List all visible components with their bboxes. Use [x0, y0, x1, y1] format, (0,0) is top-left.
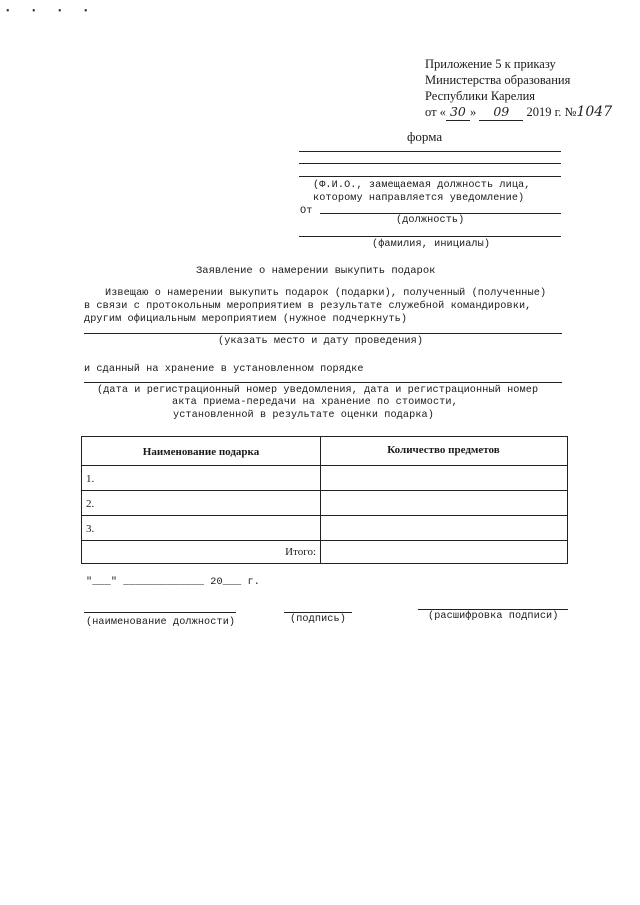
header-line-1: Приложение 5 к приказу — [425, 57, 556, 71]
body-line-3: другим официальным мероприятием (нужное подчеркнуть) — [84, 314, 408, 325]
storage-text: и сданный на хранение в установленном порядке — [84, 364, 364, 375]
body-line-2: в связи с протокольным мероприятием в результате служебной командировки, — [84, 301, 532, 312]
body-line-1: Извещаю о намерении выкупить подарок (подарки), полученный (полученные) — [105, 288, 547, 299]
header-line-2: Министерства образования — [425, 73, 571, 87]
decode-sign-line — [418, 609, 568, 610]
gift-table — [81, 436, 568, 564]
registration-line — [84, 382, 562, 383]
date-day: 30 — [446, 104, 470, 121]
fio-note-2: которому направляется уведомление) — [313, 193, 525, 204]
date-year: 2019 г. № — [526, 105, 577, 119]
table-row-border-1 — [82, 490, 567, 491]
col-header-quantity: Количество предметов — [387, 444, 500, 456]
document-title: Заявление о намерении выкупить подарок — [196, 265, 436, 277]
reg-note-1: (дата и регистрационный номер уведомления, дата и регистрационный номер — [97, 385, 539, 396]
table-row-3-number: 3. — [86, 523, 95, 535]
fio-note-1: (Ф.И.О., замещаемая должность лица, — [313, 180, 531, 191]
addressee-line-1 — [299, 151, 561, 152]
place-note: (указать место и дату проведения) — [218, 336, 424, 347]
table-total-label: Итого: — [285, 546, 316, 558]
table-row-1-number: 1. — [86, 473, 95, 485]
position-note: (должность) — [396, 215, 465, 226]
date-prefix: от « — [425, 105, 446, 119]
from-line — [320, 213, 561, 214]
date-number: 1047 — [576, 104, 613, 120]
table-row-border-2 — [82, 515, 567, 516]
from-label: От — [300, 206, 313, 217]
signature-note: (подпись) — [290, 614, 346, 625]
addressee-line-3 — [299, 176, 561, 177]
table-row-2-number: 2. — [86, 498, 95, 510]
date-mid: » — [469, 105, 477, 119]
place-line — [84, 333, 562, 334]
form-label: форма — [407, 129, 443, 144]
position-note-bottom: (наименование должности) — [86, 617, 236, 628]
table-header-border — [82, 465, 567, 466]
reg-note-3: установленной в результате оценки подарка) — [173, 410, 434, 421]
date-month: 09 — [479, 104, 523, 121]
col-header-gift-name: Наименование подарка — [142, 446, 260, 458]
signature-date-line: "___" _____________ 20___ г. — [86, 577, 260, 588]
signature-line — [284, 612, 352, 613]
table-row-border-3 — [82, 540, 567, 541]
scan-dots: • • • • — [6, 6, 98, 17]
name-note: (фамилия, инициалы) — [372, 239, 491, 250]
decode-note: (расшифровка подписи) — [428, 611, 559, 622]
header-date — [425, 104, 612, 121]
addressee-line-2 — [299, 163, 561, 164]
name-line — [299, 236, 561, 237]
position-sign-line — [84, 612, 236, 613]
reg-note-2: акта приема-передачи на хранение по стоимости, — [172, 397, 458, 408]
header-line-3: Республики Карелия — [425, 89, 536, 103]
